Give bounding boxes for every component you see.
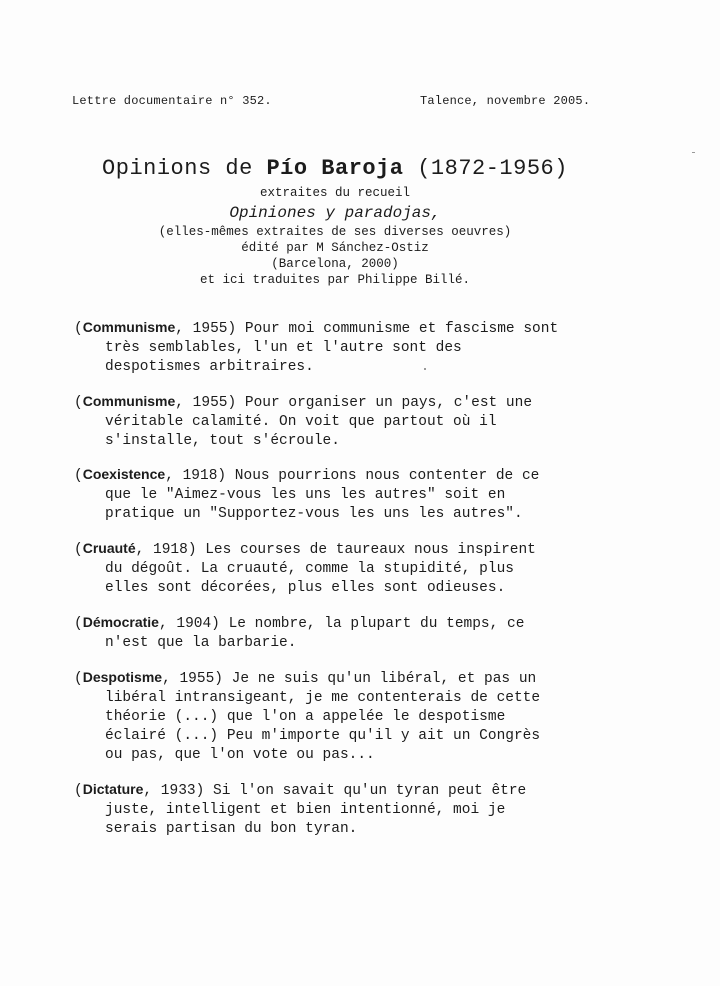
quote-line: despotismes arbitraires. xyxy=(105,359,314,375)
quote-line: théorie (...) que l'on a appelée le despotisme xyxy=(105,709,506,725)
quote-keyword: Coexistence xyxy=(82,466,166,482)
place-date: Talence, novembre 2005. xyxy=(420,94,591,108)
title-prefix: Opinions de xyxy=(102,156,267,181)
quote-line: très semblables, l'un et l'autre sont des xyxy=(105,340,462,356)
quote-entry xyxy=(74,318,634,377)
letter-number: Lettre documentaire n° 352. xyxy=(72,94,272,108)
title-dates: (1872-1956) xyxy=(403,156,568,181)
quote-keyword: Dictature xyxy=(82,781,144,797)
quote-line: éclairé (...) Peu m'importe qu'il y ait un Congrès xyxy=(105,728,541,744)
quote-line: du dégoût. La cruauté, comme la stupidité, plus xyxy=(105,561,514,577)
subtitle-book-title: Opiniones y paradojas, xyxy=(229,204,441,222)
quote-keyword: Démocratie xyxy=(82,614,159,630)
quote-first-line: (Despotisme, 1955) Je ne suis qu'un libéral, et pas un xyxy=(74,669,537,687)
quote-entry xyxy=(74,780,634,839)
quote-first-line: (Démocratie, 1904) Le nombre, la plupart du temps, ce xyxy=(74,614,525,632)
scan-speck xyxy=(692,152,695,153)
title-author: Pío Baroja xyxy=(266,156,404,181)
subtitle-line-3: (elles-mêmes extraites de ses diverses oeuvres) xyxy=(158,225,512,239)
quote-line: n'est que la barbarie. xyxy=(105,635,297,651)
quote-first-line: (Cruauté, 1918) Les courses de taureaux nous inspirent xyxy=(74,540,536,558)
subtitle-publication: (Barcelona, 2000) xyxy=(271,257,399,271)
page-title xyxy=(0,156,670,181)
quote-line: que le "Aimez-vous les uns les autres" soit en xyxy=(105,487,506,503)
quote-keyword: Cruauté xyxy=(82,540,136,556)
quote-line: s'installe, tout s'écroule. xyxy=(105,433,340,449)
quote-entry xyxy=(74,613,634,653)
quote-line: serais partisan du bon tyran. xyxy=(105,821,358,837)
quote-keyword: Communisme xyxy=(82,393,176,409)
quote-line: ou pas, que l'on vote ou pas... xyxy=(105,747,375,763)
quote-first-line: (Communisme, 1955) Pour moi communisme et fascisme sont xyxy=(74,319,559,337)
quote-first-line: (Communisme, 1955) Pour organiser un pays, c'est une xyxy=(74,393,533,411)
quote-keyword: Communisme xyxy=(82,319,176,335)
scan-speck xyxy=(424,368,426,370)
subtitle-editor: édité par M Sánchez-Ostiz xyxy=(241,241,429,255)
quote-line: juste, intelligent et bien intentionné, moi je xyxy=(105,802,506,818)
quote-line: elles sont décorées, plus elles sont odieuses. xyxy=(105,580,506,596)
quote-first-line: (Coexistence, 1918) Nous pourrions nous contenter de ce xyxy=(74,466,540,484)
quote-entry xyxy=(74,465,634,524)
quote-line: véritable calamité. On voit que partout où il xyxy=(105,414,497,430)
quote-first-line: (Dictature, 1933) Si l'on savait qu'un tyran peut être xyxy=(74,781,527,799)
quote-entry xyxy=(74,668,634,765)
subtitle-translator: et ici traduites par Philippe Billé. xyxy=(199,273,471,287)
quote-entry xyxy=(74,539,634,598)
quote-line: libéral intransigeant, je me contenterais de cette xyxy=(105,690,541,706)
quote-line: pratique un "Supportez-vous les uns les autres". xyxy=(105,506,523,522)
quote-entry xyxy=(74,392,634,451)
subtitle-line-1: extraites du recueil xyxy=(259,186,411,200)
quote-keyword: Despotisme xyxy=(82,669,163,685)
